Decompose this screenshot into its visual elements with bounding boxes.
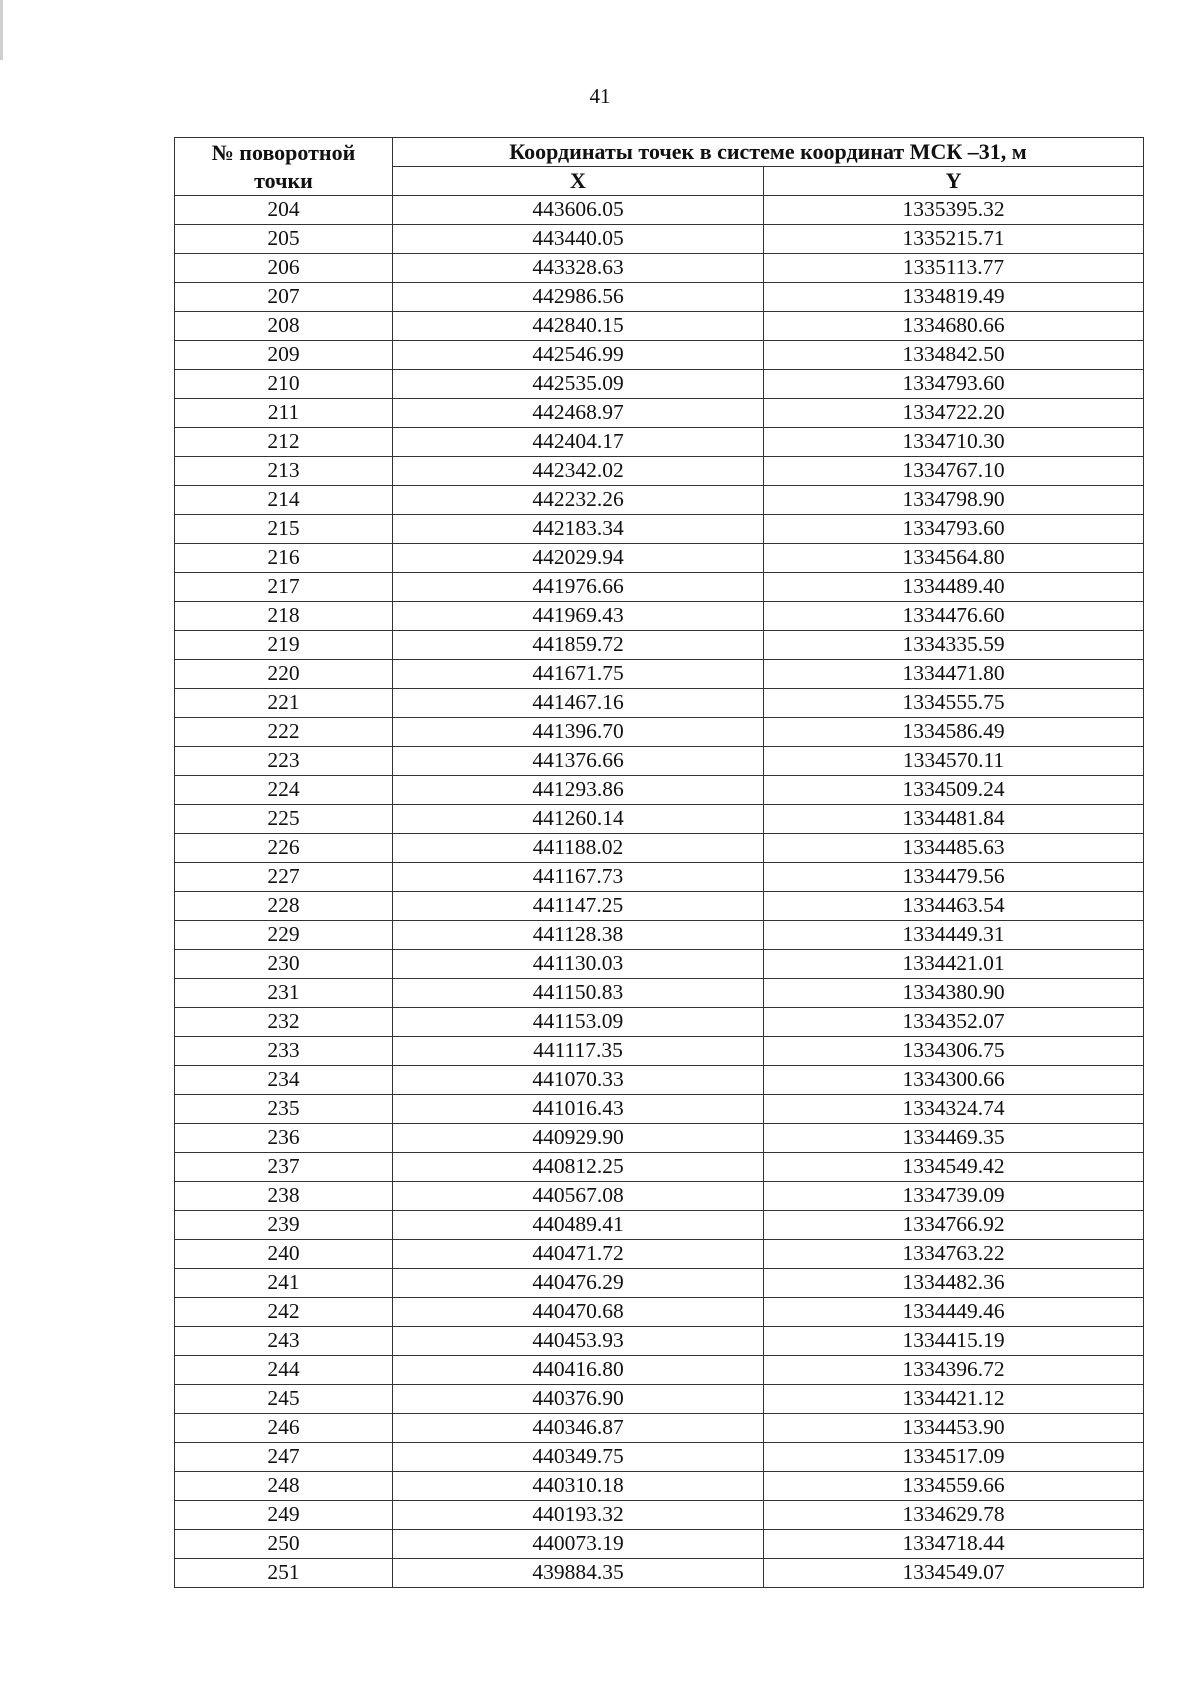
table-row (175, 921, 1144, 950)
y-coordinate-cell: 1334380.90 (764, 979, 1144, 1008)
point-number-cell: 212 (175, 428, 393, 457)
x-coordinate-cell: 440346.87 (393, 1414, 764, 1443)
point-number-cell: 232 (175, 1008, 393, 1037)
point-number-cell: 218 (175, 602, 393, 631)
y-coordinate-cell: 1334471.80 (764, 660, 1144, 689)
y-coordinate-cell: 1334842.50 (764, 341, 1144, 370)
x-coordinate-cell: 441130.03 (393, 950, 764, 979)
y-coordinate-cell: 1334449.46 (764, 1298, 1144, 1327)
table-row (175, 312, 1144, 341)
y-coordinate-cell: 1334306.75 (764, 1037, 1144, 1066)
point-number-cell: 239 (175, 1211, 393, 1240)
y-coordinate-cell: 1334517.09 (764, 1443, 1144, 1472)
x-coordinate-cell: 442183.34 (393, 515, 764, 544)
table-row (175, 283, 1144, 312)
x-coordinate-cell: 440310.18 (393, 1472, 764, 1501)
y-coordinate-cell: 1334481.84 (764, 805, 1144, 834)
table-row (175, 573, 1144, 602)
x-coordinate-cell: 440929.90 (393, 1124, 764, 1153)
x-coordinate-cell: 441167.73 (393, 863, 764, 892)
y-coordinate-cell: 1334680.66 (764, 312, 1144, 341)
point-number-header (175, 138, 393, 196)
table-row (175, 602, 1144, 631)
y-coordinate-cell: 1334559.66 (764, 1472, 1144, 1501)
x-coordinate-cell: 442535.09 (393, 370, 764, 399)
point-number-cell: 233 (175, 1037, 393, 1066)
point-number-cell: 226 (175, 834, 393, 863)
page-number: 41 (589, 84, 611, 108)
y-coordinate-cell: 1334570.11 (764, 747, 1144, 776)
point-number-cell: 223 (175, 747, 393, 776)
table-row (175, 1443, 1144, 1472)
point-number-cell: 246 (175, 1414, 393, 1443)
table-row (175, 1124, 1144, 1153)
point-number-cell: 220 (175, 660, 393, 689)
table-row (175, 1211, 1144, 1240)
table-row (175, 1298, 1144, 1327)
table-row (175, 1153, 1144, 1182)
x-coordinate-cell: 441969.43 (393, 602, 764, 631)
table-row (175, 892, 1144, 921)
table-row (175, 1182, 1144, 1211)
table-row (175, 399, 1144, 428)
table-row (175, 1530, 1144, 1559)
x-coordinate-cell: 440193.32 (393, 1501, 764, 1530)
y-column-header: Y (764, 167, 1144, 196)
y-coordinate-cell: 1334763.22 (764, 1240, 1144, 1269)
table-row (175, 515, 1144, 544)
x-coordinate-cell: 441396.70 (393, 718, 764, 747)
x-coordinate-cell: 441070.33 (393, 1066, 764, 1095)
point-number-cell: 228 (175, 892, 393, 921)
y-coordinate-cell: 1334396.72 (764, 1356, 1144, 1385)
y-coordinate-cell: 1334722.20 (764, 399, 1144, 428)
point-number-cell: 205 (175, 225, 393, 254)
x-coordinate-cell: 440453.93 (393, 1327, 764, 1356)
x-coordinate-cell: 442232.26 (393, 486, 764, 515)
x-column-header: X (393, 167, 764, 196)
table-row (175, 718, 1144, 747)
point-number-cell: 249 (175, 1501, 393, 1530)
table-row (175, 1559, 1144, 1588)
x-coordinate-cell: 440476.29 (393, 1269, 764, 1298)
table-row (175, 1095, 1144, 1124)
point-number-cell: 221 (175, 689, 393, 718)
point-number-cell: 241 (175, 1269, 393, 1298)
y-coordinate-cell: 1334555.75 (764, 689, 1144, 718)
y-coordinate-cell: 1335215.71 (764, 225, 1144, 254)
y-coordinate-cell: 1334324.74 (764, 1095, 1144, 1124)
table-row (175, 1240, 1144, 1269)
point-number-cell: 219 (175, 631, 393, 660)
y-coordinate-cell: 1334449.31 (764, 921, 1144, 950)
y-coordinate-cell: 1334586.49 (764, 718, 1144, 747)
y-coordinate-cell: 1334335.59 (764, 631, 1144, 660)
x-coordinate-cell: 441260.14 (393, 805, 764, 834)
x-coordinate-cell: 441016.43 (393, 1095, 764, 1124)
y-coordinate-cell: 1334453.90 (764, 1414, 1144, 1443)
x-coordinate-cell: 442404.17 (393, 428, 764, 457)
y-coordinate-cell: 1334564.80 (764, 544, 1144, 573)
x-coordinate-cell: 441467.16 (393, 689, 764, 718)
x-coordinate-cell: 441976.66 (393, 573, 764, 602)
x-coordinate-cell: 439884.35 (393, 1559, 764, 1588)
point-number-cell: 213 (175, 457, 393, 486)
point-number-cell: 211 (175, 399, 393, 428)
x-coordinate-cell: 441128.38 (393, 921, 764, 950)
point-number-header-line1: № поворотной (211, 139, 356, 165)
y-coordinate-cell: 1334300.66 (764, 1066, 1144, 1095)
table-row (175, 428, 1144, 457)
x-coordinate-cell: 440073.19 (393, 1530, 764, 1559)
x-coordinate-cell: 443606.05 (393, 196, 764, 225)
table-row (175, 225, 1144, 254)
y-coordinate-cell: 1334766.92 (764, 1211, 1144, 1240)
x-coordinate-cell: 440812.25 (393, 1153, 764, 1182)
point-number-cell: 248 (175, 1472, 393, 1501)
point-number-cell: 238 (175, 1182, 393, 1211)
point-number-cell: 243 (175, 1327, 393, 1356)
x-coordinate-cell: 442029.94 (393, 544, 764, 573)
y-coordinate-cell: 1334463.54 (764, 892, 1144, 921)
point-number-cell: 235 (175, 1095, 393, 1124)
table-row (175, 1037, 1144, 1066)
table-row (175, 486, 1144, 515)
point-number-cell: 236 (175, 1124, 393, 1153)
table-row (175, 689, 1144, 718)
y-coordinate-cell: 1334710.30 (764, 428, 1144, 457)
point-number-cell: 210 (175, 370, 393, 399)
table-header (175, 138, 1144, 196)
point-number-cell: 225 (175, 805, 393, 834)
coordinates-header: Координаты точек в системе координат МСК –31, м (393, 138, 1144, 167)
table-body (175, 196, 1144, 1588)
x-coordinate-cell: 442986.56 (393, 283, 764, 312)
x-coordinate-cell: 442468.97 (393, 399, 764, 428)
table-row (175, 457, 1144, 486)
y-coordinate-cell: 1335113.77 (764, 254, 1144, 283)
y-coordinate-cell: 1335395.32 (764, 196, 1144, 225)
point-number-cell: 237 (175, 1153, 393, 1182)
point-number-cell: 224 (175, 776, 393, 805)
point-number-cell: 207 (175, 283, 393, 312)
y-coordinate-cell: 1334469.35 (764, 1124, 1144, 1153)
x-coordinate-cell: 443440.05 (393, 225, 764, 254)
table-row (175, 776, 1144, 805)
y-coordinate-cell: 1334352.07 (764, 1008, 1144, 1037)
table-row (175, 1008, 1144, 1037)
x-coordinate-cell: 440470.68 (393, 1298, 764, 1327)
point-number-cell: 244 (175, 1356, 393, 1385)
y-coordinate-cell: 1334549.42 (764, 1153, 1144, 1182)
x-coordinate-cell: 440471.72 (393, 1240, 764, 1269)
table-row (175, 1385, 1144, 1414)
table-row (175, 950, 1144, 979)
table-row (175, 1269, 1144, 1298)
x-coordinate-cell: 443328.63 (393, 254, 764, 283)
x-coordinate-cell: 441376.66 (393, 747, 764, 776)
table-row (175, 979, 1144, 1008)
table-row (175, 1472, 1144, 1501)
table-row (175, 747, 1144, 776)
point-number-cell: 240 (175, 1240, 393, 1269)
point-number-cell: 250 (175, 1530, 393, 1559)
y-coordinate-cell: 1334549.07 (764, 1559, 1144, 1588)
point-number-cell: 222 (175, 718, 393, 747)
y-coordinate-cell: 1334793.60 (764, 370, 1144, 399)
table-row (175, 1356, 1144, 1385)
point-number-cell: 245 (175, 1385, 393, 1414)
point-number-cell: 208 (175, 312, 393, 341)
x-coordinate-cell: 440489.41 (393, 1211, 764, 1240)
point-number-cell: 247 (175, 1443, 393, 1472)
table-row (175, 805, 1144, 834)
point-number-cell: 214 (175, 486, 393, 515)
x-coordinate-cell: 441147.25 (393, 892, 764, 921)
point-number-cell: 231 (175, 979, 393, 1008)
x-coordinate-cell: 441117.35 (393, 1037, 764, 1066)
point-number-cell: 215 (175, 515, 393, 544)
point-number-cell: 251 (175, 1559, 393, 1588)
table-row (175, 1414, 1144, 1443)
point-number-cell: 216 (175, 544, 393, 573)
x-coordinate-cell: 441188.02 (393, 834, 764, 863)
x-coordinate-cell: 440376.90 (393, 1385, 764, 1414)
x-coordinate-cell: 441153.09 (393, 1008, 764, 1037)
table-row (175, 1327, 1144, 1356)
table-row (175, 834, 1144, 863)
x-coordinate-cell: 442342.02 (393, 457, 764, 486)
y-coordinate-cell: 1334476.60 (764, 602, 1144, 631)
point-number-cell: 242 (175, 1298, 393, 1327)
y-coordinate-cell: 1334767.10 (764, 457, 1144, 486)
x-coordinate-cell: 442546.99 (393, 341, 764, 370)
table-row (175, 1501, 1144, 1530)
y-coordinate-cell: 1334489.40 (764, 573, 1144, 602)
point-number-cell: 230 (175, 950, 393, 979)
x-coordinate-cell: 442840.15 (393, 312, 764, 341)
table-row (175, 370, 1144, 399)
table-row (175, 544, 1144, 573)
y-coordinate-cell: 1334421.01 (764, 950, 1144, 979)
y-coordinate-cell: 1334509.24 (764, 776, 1144, 805)
point-number-cell: 217 (175, 573, 393, 602)
table-row (175, 660, 1144, 689)
coordinates-table (174, 137, 1144, 1588)
y-coordinate-cell: 1334819.49 (764, 283, 1144, 312)
point-number-cell: 229 (175, 921, 393, 950)
y-coordinate-cell: 1334479.56 (764, 863, 1144, 892)
point-number-cell: 227 (175, 863, 393, 892)
x-coordinate-cell: 440416.80 (393, 1356, 764, 1385)
scan-edge-mark (0, 0, 3, 60)
table-row (175, 631, 1144, 660)
x-coordinate-cell: 441671.75 (393, 660, 764, 689)
point-number-cell: 206 (175, 254, 393, 283)
x-coordinate-cell: 441859.72 (393, 631, 764, 660)
table-row (175, 254, 1144, 283)
point-number-cell: 234 (175, 1066, 393, 1095)
y-coordinate-cell: 1334485.63 (764, 834, 1144, 863)
table-row (175, 1066, 1144, 1095)
x-coordinate-cell: 441150.83 (393, 979, 764, 1008)
point-number-cell: 209 (175, 341, 393, 370)
point-number-header-line2: точки (254, 167, 313, 193)
x-coordinate-cell: 440349.75 (393, 1443, 764, 1472)
table-row (175, 196, 1144, 225)
y-coordinate-cell: 1334793.60 (764, 515, 1144, 544)
y-coordinate-cell: 1334415.19 (764, 1327, 1144, 1356)
table-row (175, 863, 1144, 892)
y-coordinate-cell: 1334718.44 (764, 1530, 1144, 1559)
y-coordinate-cell: 1334798.90 (764, 486, 1144, 515)
table-row (175, 341, 1144, 370)
x-coordinate-cell: 441293.86 (393, 776, 764, 805)
y-coordinate-cell: 1334739.09 (764, 1182, 1144, 1211)
point-number-cell: 204 (175, 196, 393, 225)
x-coordinate-cell: 440567.08 (393, 1182, 764, 1211)
y-coordinate-cell: 1334629.78 (764, 1501, 1144, 1530)
y-coordinate-cell: 1334421.12 (764, 1385, 1144, 1414)
y-coordinate-cell: 1334482.36 (764, 1269, 1144, 1298)
